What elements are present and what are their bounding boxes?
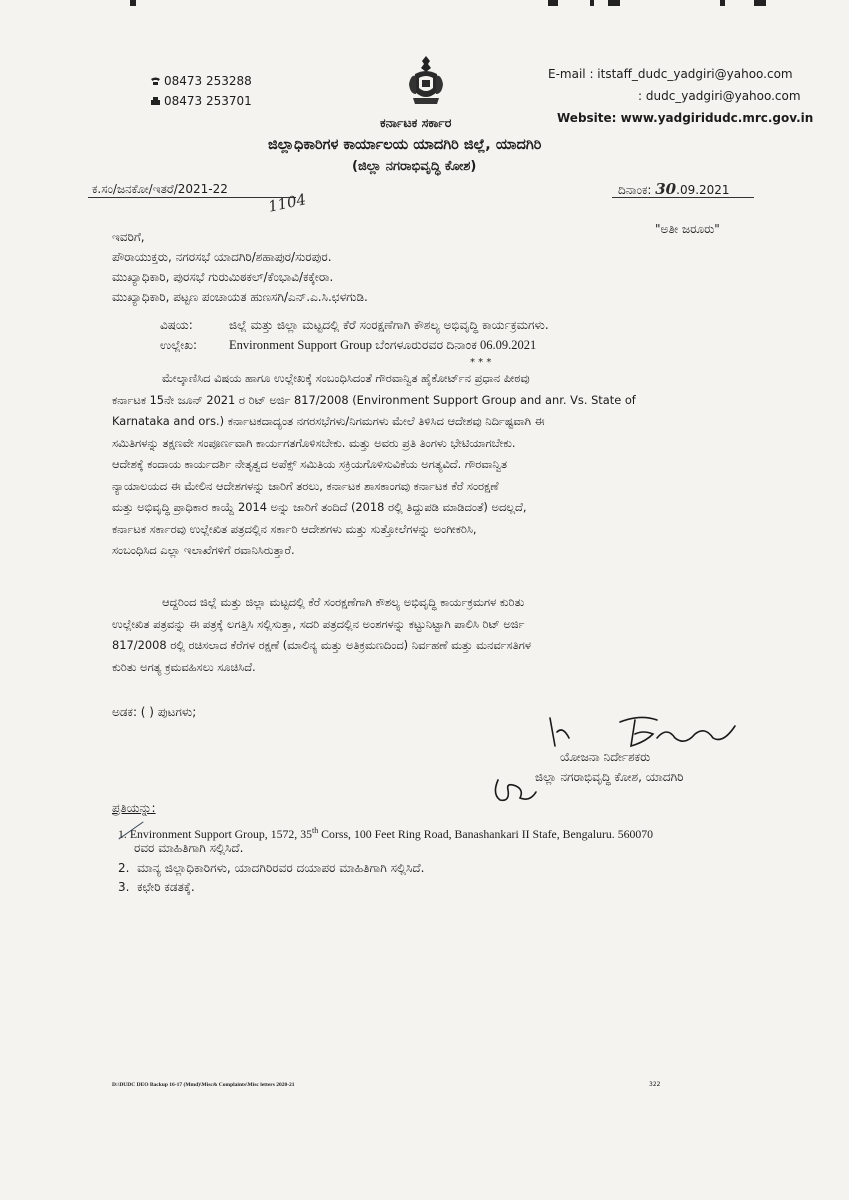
salutation: ಇವರಿಗೆ, (112, 230, 145, 244)
copy-item-1: 1. Environment Support Group, 1572, 35th Corss, 100 Feet Ring Road, Banashankari II Stafe, Bengaluru. 560070 (118, 826, 654, 841)
copy-item-3: 3. ಕಛೇರಿ ಕಡತಕ್ಕೆ. (118, 880, 195, 894)
footer-page-number: 322 (649, 1081, 661, 1088)
government-emblem (407, 54, 445, 110)
govt-title: ಕರ್ನಾಟಕ ಸರ್ಕಾರ (380, 115, 452, 130)
phone-icon (150, 76, 161, 86)
phone-number: 08473 253288 (150, 73, 252, 89)
addressee-1: ಪೌರಾಯುಕ್ತರು, ನಗರಸಭೆ ಯಾದಗಿರಿ/ಶಹಾಪುರ/ಸುರಪುರ. (112, 250, 332, 264)
footer-file-path: D:\DUDC DEO Backup 16-17 (Mmd)\Misc& Complaints\Misc letters 2020-21 (112, 1082, 295, 1088)
cell-title: (ಜಿಲ್ಲಾ ನಗರಾಭಿವೃದ್ಧಿ ಕೋಶ) (352, 159, 477, 174)
office-title: ಜಿಲ್ಲಾಧಿಕಾರಿಗಳ ಕಾರ್ಯಾಲಯ ಯಾದಗಿರಿ ಜಿಲ್ಲೆ, ಯಾದಗಿರಿ (268, 137, 542, 153)
body-paragraph-1: ಮೇಲ್ಕಾಣಿಸಿದ ವಿಷಯ ಹಾಗೂ ಉಲ್ಲೇಖಕ್ಕೆ ಸಂಬಂಧಿಸಿದಂತೆ ಗೌರವಾನ್ವಿತ ಹೈಕೋರ್ಟ್‌ನ ಪ್ರಧಾನ ಪೀಠವು ಕರ್ನಾಟಕ 15ನೇ ಜೂನ್ 2021 ರ ರಿಟ್ ಅರ್ಜಿ 817/2008 (Environment Support Group and anr. Vs. State of Karnataka and ors.) ಕರ್ನಾಟಕದಾದ್ಯಂತ ನಗರಸಭೆಗಳು/ನಿಗಮಗಳು ಮೇಲೆ ತಿಳಿಸಿದ ಆದೇಶವು ನಿರ್ದಿಷ್ಟವಾಗಿ ಈ ಸಮಿತಿಗಳನ್ನು ತಕ್ಷಣವೇ ಸಂಪೂರ್ಣವಾಗಿ ಕಾರ್ಯಗತಗೊಳಿಸಬೇಕು. ಮತ್ತು ಅವರು ಪ್ರತಿ ತಿಂಗಳು ಭೇಟಿಯಾಗಬೇಕು. ಆದೇಶಕ್ಕೆ ಕಂದಾಯ ಕಾರ್ಯದರ್ಶಿ ನೇತೃತ್ವದ ಅಪೆಕ್ಸ್ ಸಮಿತಿಯ ಸಕ್ರಿಯಗೊಳಿಸುವಿಕೆಯ ಅಗತ್ಯವಿದೆ. ಗೌರವಾನ್ವಿತ ನ್ಯಾಯಾಲಯದ ಈ ಮೇಲಿನ ಆದೇಶಗಳನ್ನು ಜಾರಿಗೆ ತರಲು, ಕರ್ನಾಟಕ ಶಾಸಕಾಂಗವು ಕರ್ನಾಟಕ ಕೆರೆ ಸಂರಕ್ಷಣೆ ಮತ್ತು ಅಭಿವೃದ್ಧಿ ಪ್ರಾಧಿಕಾರ ಕಾಯ್ದೆ 2014 ಅನ್ನು ಜಾರಿಗೆ ತಂದಿದೆ (2018 ರಲ್ಲಿ ತಿದ್ದುಪಡಿ ಮಾಡಿದಂತೆ) ಅದಲ್ಲದೆ, ಕರ್ನಾಟಕ ಸರ್ಕಾರವು ಉಲ್ಲೇಖಿತ ಪತ್ರದಲ್ಲಿನ ಸರ್ಕಾರಿ ಆದೇಶಗಳು ಮತ್ತು ಸುತ್ತೋಲೆಗಳನ್ನು ಅಂಗೀಕರಿಸಿ, ಸಂಬಂಧಿಸಿದ ಎಲ್ಲಾ ಇಲಾಖೆಗಳಿಗೆ ರವಾನಿಸಿರುತ್ತಾರೆ. (112, 371, 636, 557)
subject-text: ಜಿಲ್ಲೆ ಮತ್ತು ಜಿಲ್ಲಾ ಮಟ್ಟದಲ್ಲಿ ಕೆರೆ ಸಂರಕ್ಷಣೆಗಾಗಿ ಕೌಶಲ್ಯ ಅಭಿವೃದ್ಧಿ ಕಾರ್ಯಕ್ರಮಗಳು. (229, 318, 549, 332)
addressee-3: ಮುಖ್ಯಾಧಿಕಾರಿ, ಪಟ್ಟಣ ಪಂಚಾಯತ ಹುಣಸಗಿ/ಎನ್.ಎ.ಸಿ.ಛಳಗುಡಿ. (112, 290, 368, 304)
website-link[interactable]: Website: www.yadgiridudc.mrc.gov.in (557, 111, 814, 125)
reference-number: ಕ.ಸಂ/ಜನಕೋ/ಇತರೆ/2021-22 (92, 182, 228, 196)
email-link-2[interactable]: : dudc_yadgiri@yahoo.com (638, 89, 801, 103)
reference-label: ಉಲ್ಲೇಖ: (160, 338, 198, 352)
copy-item-2: 2. ಮಾನ್ಯ ಜಿಲ್ಲಾಧಿಕಾರಿಗಳು, ಯಾದಗಿರಿರವರ ದಯಾಪರ ಮಾಹಿತಿಗಾಗಿ ಸಲ್ಲಿಸಿದೆ. (118, 861, 425, 875)
separator-stars: * * * (470, 357, 492, 368)
signatory-designation: ಯೋಜನಾ ನಿರ್ದೇಶಕರು (560, 750, 651, 764)
email-link-1[interactable]: itstaff_dudc_yadgiri@yahoo.com (597, 67, 793, 81)
scan-top-edge (0, 0, 849, 8)
handwritten-inward-number: 1104 (266, 190, 308, 216)
emblem-icon (407, 54, 445, 110)
signatory-office: ಜಿಲ್ಲಾ ನಗರಾಭಿವೃದ್ಧಿ ಕೋಶ, ಯಾದಗಿರಿ (535, 770, 684, 784)
email-line-1: E-mail : itstaff_dudc_yadgiri@yahoo.com (548, 67, 793, 81)
initials-mark (490, 772, 540, 806)
subject-label: ವಿಷಯ: (160, 318, 193, 332)
letter-date: ದಿನಾಂಕ: 30.09.2021 (618, 180, 730, 198)
body-paragraph-2: ಆದ್ದರಿಂದ ಜಿಲ್ಲೆ ಮತ್ತು ಜಿಲ್ಲಾ ಮಟ್ಟದಲ್ಲಿ ಕೆರೆ ಸಂರಕ್ಷಣೆಗಾಗಿ ಕೌಶಲ್ಯ ಅಭಿವೃದ್ಧಿ ಕಾರ್ಯಕ್ರಮಗಳ ಕುರಿತು ಉಲ್ಲೇಖಿತ ಪತ್ರವನ್ನು ಈ ಪತ್ರಕ್ಕೆ ಲಗತ್ತಿಸಿ ಸಲ್ಲಿಸುತ್ತಾ, ಸದರಿ ಪತ್ರದಲ್ಲಿನ ಅಂಶಗಳನ್ನು ಕಟ್ಟುನಿಟ್ಟಾಗಿ ಪಾಲಿಸಿ ರಿಟ್ ಅರ್ಜಿ 817/2008 ರಲ್ಲಿ ರಚಿಸಲಾದ ಕೆರೆಗಳ ರಕ್ಷಣೆ (ಮಾಲಿನ್ಯ ಮತ್ತು ಅತಿಕ್ರಮಣದಿಂದ) ನಿರ್ವಹಣೆ ಮತ್ತು ಮನರ್ವಸತಿಗಳ ಕುರಿತು ಅಗತ್ಯ ಕ್ರಮವಹಿಸಲು ಸೂಚಿಸಿದೆ. (112, 595, 531, 674)
copy-heading: ಪ್ರತಿಯನ್ನು: (112, 801, 156, 815)
copy-item-1-line-2: ರವರ ಮಾಹಿತಿಗಾಗಿ ಸಲ್ಲಿಸಿದೆ. (134, 841, 244, 855)
addressee-2: ಮುಖ್ಯಾಧಿಕಾರಿ, ಪುರಸಭೆ ಗುರುಮಿಠಕಲ್/ಕೆಂಭಾವಿ/ಕಕ್ಕೇರಾ. (112, 270, 334, 284)
reference-text: Environment Support Group ಬೆಂಗಳೂರುರವರ ದಿನಾಂಕ 06.09.2021 (229, 338, 537, 352)
fax-number: 08473 253701 (150, 93, 252, 109)
fax-icon (150, 96, 161, 106)
urgent-label: "ಅತೀ ಜರೂರು" (655, 222, 720, 236)
enclosures-line: ಅಡಕ: ( ) ಪುಟಗಳು; (112, 705, 197, 719)
header-rule-left (88, 197, 296, 198)
header-rule-right (612, 197, 754, 198)
